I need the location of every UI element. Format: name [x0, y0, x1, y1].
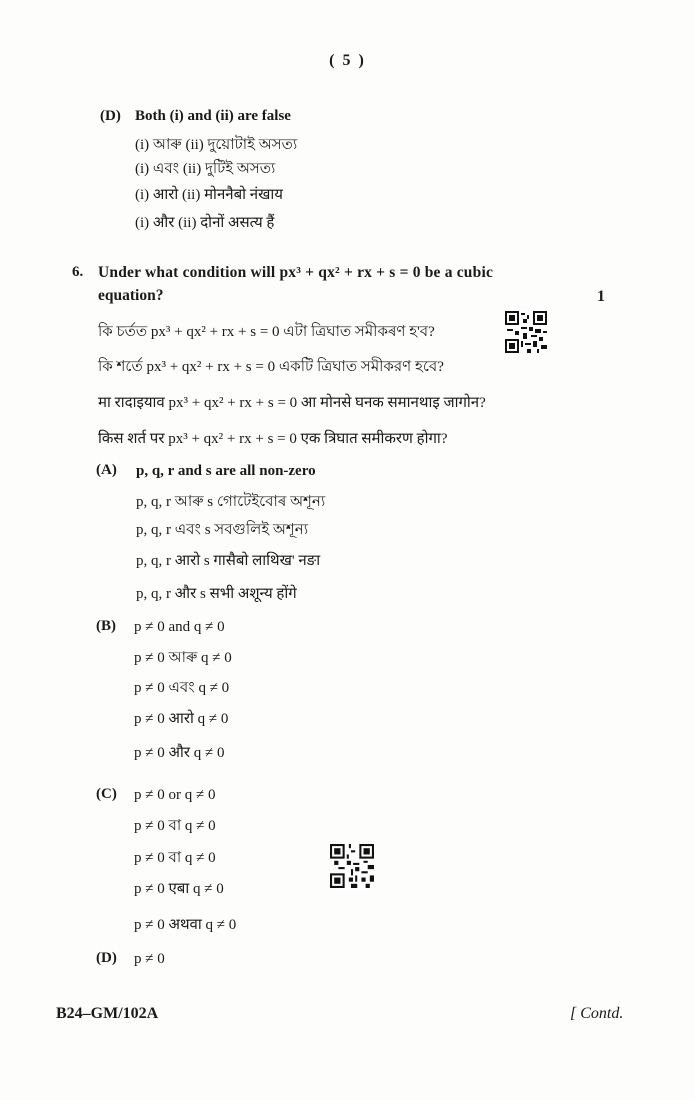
- option-b-line: p ≠ 0 এবং q ≠ 0: [134, 680, 230, 696]
- prev-option-d-line: (i) আৰু (ii) দুয়োটাই অসত্য: [135, 137, 298, 153]
- option-a-line: p, q, r and s are all non-zero: [136, 463, 316, 479]
- question-translation: मा रादाइयाव px³ + qx² + rx + s = 0 आ मोनसे घनक समानथाइ जागोन?: [98, 395, 486, 411]
- prev-option-d-line: (i) आरो (ii) मोननैबो नंखाय: [135, 187, 283, 203]
- option-a-line: p, q, r এবং s সবগুলিই অশূন্য: [136, 522, 309, 538]
- qr-code-icon: [330, 843, 374, 889]
- option-b-label: (B): [96, 618, 116, 634]
- prev-option-d-line: (i) এবং (ii) দুটিই অসত্য: [135, 161, 276, 177]
- question-translation: কি শর্তে px³ + qx² + rx + s = 0 একটি ত্রিঘাত সমীকরণ হবে?: [98, 359, 444, 375]
- option-a-line: p, q, r আৰু s গোটেইবোৰ অশূন্য: [136, 494, 326, 510]
- option-c-label: (C): [96, 786, 117, 802]
- option-b-line: p ≠ 0 आरो q ≠ 0: [134, 711, 229, 727]
- option-d-label: (D): [96, 950, 117, 966]
- option-c-line: p ≠ 0 or q ≠ 0: [134, 787, 216, 803]
- page-number: ( 5 ): [329, 52, 366, 69]
- question-marks: 1: [597, 288, 605, 305]
- prev-option-d-label: (D): [100, 108, 121, 124]
- option-b-line: p ≠ 0 and q ≠ 0: [134, 619, 225, 635]
- question-translation: किस शर्त पर px³ + qx² + rx + s = 0 एक त्रिघात समीकरण होगा?: [98, 431, 448, 447]
- option-c-line: p ≠ 0 एबा q ≠ 0: [134, 881, 224, 897]
- option-c-line: p ≠ 0 अथवा q ≠ 0: [134, 917, 237, 933]
- prev-option-d-line: (i) और (ii) दोनों असत्य हैं: [135, 215, 275, 231]
- option-a-line: p, q, r और s सभी अशून्य होंगे: [136, 586, 297, 602]
- prev-option-d-line: Both (i) and (ii) are false: [135, 108, 291, 124]
- option-c-line: p ≠ 0 বা q ≠ 0: [134, 818, 216, 834]
- continued-label: [ Contd.: [570, 1005, 624, 1022]
- question-translation: কি চৰ্তত px³ + qx² + rx + s = 0 এটা ত্ৰিঘাত সমীকৰণ হ'ব?: [98, 324, 435, 340]
- option-b-line: p ≠ 0 আৰু q ≠ 0: [134, 650, 232, 666]
- question-text-english: Under what condition will px³ + qx² + rx + s = 0 be a cubic: [98, 264, 494, 281]
- option-c-line: p ≠ 0 বা q ≠ 0: [134, 850, 216, 866]
- qr-code-icon: [505, 310, 547, 354]
- option-a-line: p, q, r आरो s गासैबो लाथिख' नङा: [136, 553, 321, 569]
- option-d-line: p ≠ 0: [134, 951, 165, 967]
- option-b-line: p ≠ 0 और q ≠ 0: [134, 745, 225, 761]
- question-text-english: equation?: [98, 287, 164, 304]
- question-number: 6.: [72, 264, 84, 280]
- paper-code: B24–GM/102A: [56, 1005, 159, 1022]
- option-a-label: (A): [96, 462, 117, 478]
